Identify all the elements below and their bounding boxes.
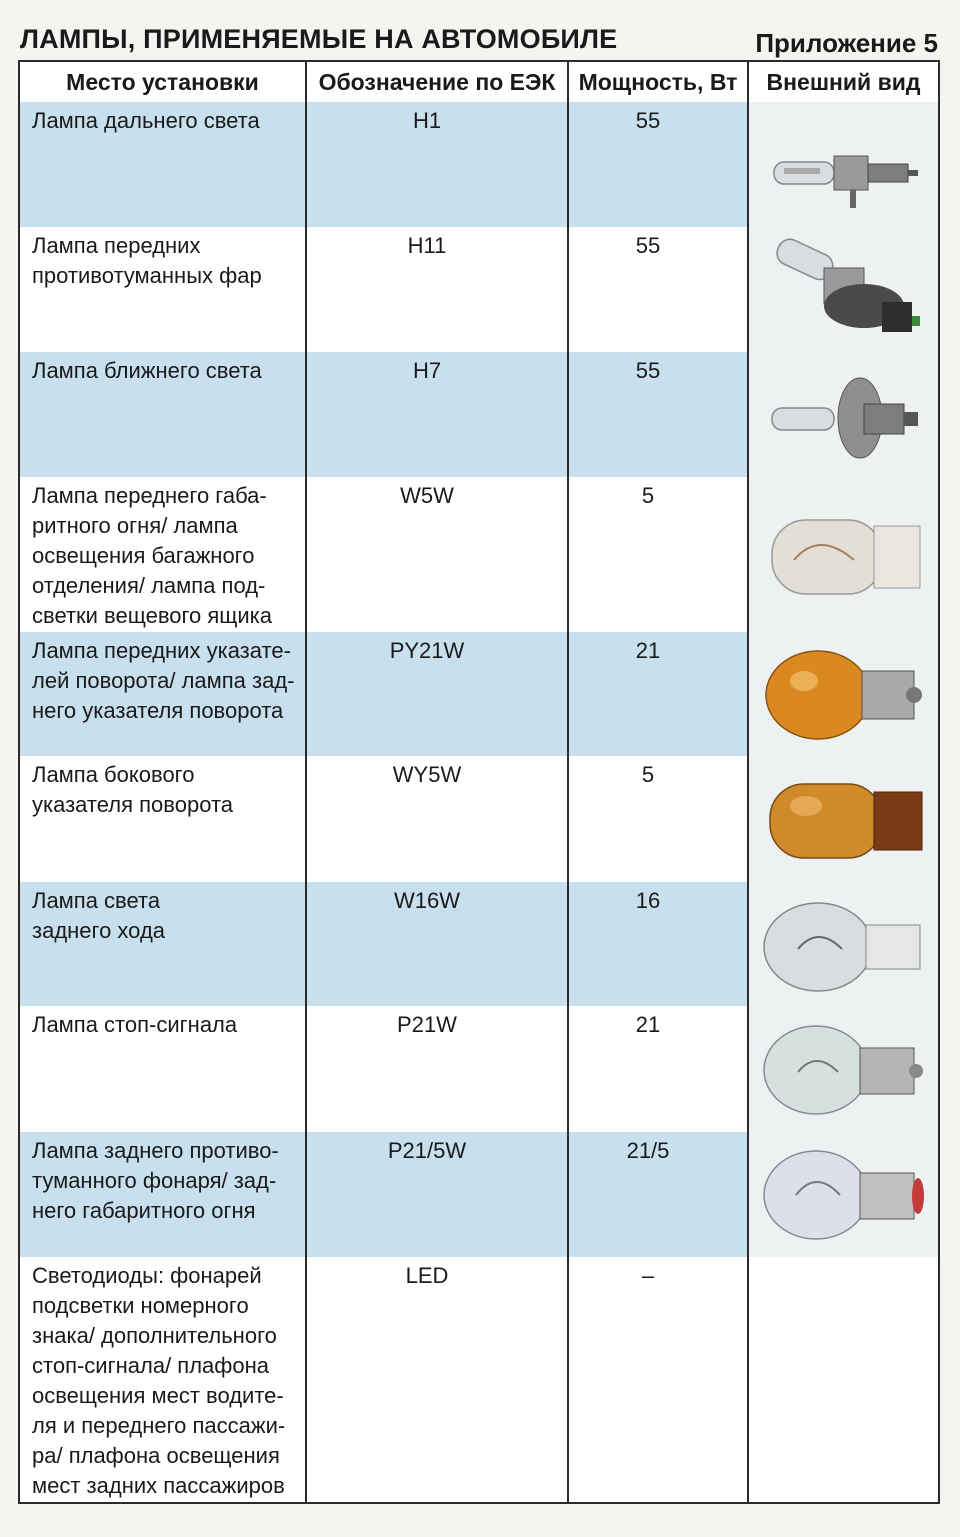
table-row xyxy=(19,477,939,632)
cell-location: Лампа бокового указателя поворота xyxy=(19,756,306,882)
cell-power: 5 xyxy=(568,756,748,882)
wy5w-bulb-image xyxy=(748,756,939,882)
cell-location: Лампа передних противотуманных фар xyxy=(19,227,306,352)
cell-power: – xyxy=(568,1257,748,1503)
cell-location: Лампа переднего габа- ритного огня/ лампа освещения багажного отделения/ лампа под- светки вещевого ящика xyxy=(19,477,306,632)
cell-code: W16W xyxy=(306,882,568,1006)
cell-power: 55 xyxy=(568,227,748,352)
cell-code: P21/5W xyxy=(306,1132,568,1257)
column-header-location: Место установки xyxy=(19,61,306,102)
cell-location: Лампа света заднего хода xyxy=(19,882,306,1006)
cell-power: 21 xyxy=(568,632,748,756)
cell-code: W5W xyxy=(306,477,568,632)
cell-location: Лампа стоп-сигнала xyxy=(19,1006,306,1132)
table-row xyxy=(19,1132,939,1257)
cell-location: Лампа дальнего света xyxy=(19,102,306,227)
h1-bulb-image xyxy=(748,102,939,227)
page-title: ЛАМПЫ, ПРИМЕНЯЕМЫЕ НА АВТОМОБИЛЕ xyxy=(20,24,618,54)
column-header-appearance: Внешний вид xyxy=(748,61,939,102)
table-row xyxy=(19,632,939,756)
h7-bulb-image xyxy=(748,352,939,477)
cell-code: H7 xyxy=(306,352,568,477)
table-header-row xyxy=(19,61,939,102)
p21-5w-bulb-image xyxy=(748,1132,939,1257)
cell-power: 21/5 xyxy=(568,1132,748,1257)
w16w-bulb-image xyxy=(748,882,939,1006)
empty-image-cell xyxy=(748,1257,939,1503)
cell-code: H1 xyxy=(306,102,568,227)
cell-code: LED xyxy=(306,1257,568,1503)
cell-location: Лампа ближнего света xyxy=(19,352,306,477)
cell-code: P21W xyxy=(306,1006,568,1132)
table-row xyxy=(19,352,939,477)
cell-power: 5 xyxy=(568,477,748,632)
table-row xyxy=(19,102,939,227)
w5w-bulb-image xyxy=(748,477,939,632)
column-header-power: Мощность, Вт xyxy=(568,61,748,102)
cell-location: Лампа передних указате- лей поворота/ лампа зад- него указателя поворота xyxy=(19,632,306,756)
table-row xyxy=(19,1257,939,1503)
table-row xyxy=(19,756,939,882)
column-header-code: Обозначение по ЕЭК xyxy=(306,61,568,102)
page-header xyxy=(0,0,960,58)
table-row xyxy=(19,882,939,1006)
h11-bulb-image xyxy=(748,227,939,352)
cell-code: H11 xyxy=(306,227,568,352)
py21w-bulb-image xyxy=(748,632,939,756)
cell-location: Лампа заднего противо- туманного фонаря/ зад- него габаритного огня xyxy=(19,1132,306,1257)
appendix-label: Приложение 5 xyxy=(755,28,938,58)
table-row xyxy=(19,1006,939,1132)
cell-power: 16 xyxy=(568,882,748,1006)
cell-code: PY21W xyxy=(306,632,568,756)
cell-code: WY5W xyxy=(306,756,568,882)
lamps-table xyxy=(18,60,940,1504)
cell-power: 55 xyxy=(568,102,748,227)
cell-power: 55 xyxy=(568,352,748,477)
cell-location: Светодиоды: фонарей подсветки номерного знака/ дополнительного стоп-сигнала/ плафона освещения мест водите- ля и переднего пассажи- ра/ плафона освещения мест задних пассажиров xyxy=(19,1257,306,1503)
cell-power: 21 xyxy=(568,1006,748,1132)
p21w-bulb-image xyxy=(748,1006,939,1132)
table-row xyxy=(19,227,939,352)
